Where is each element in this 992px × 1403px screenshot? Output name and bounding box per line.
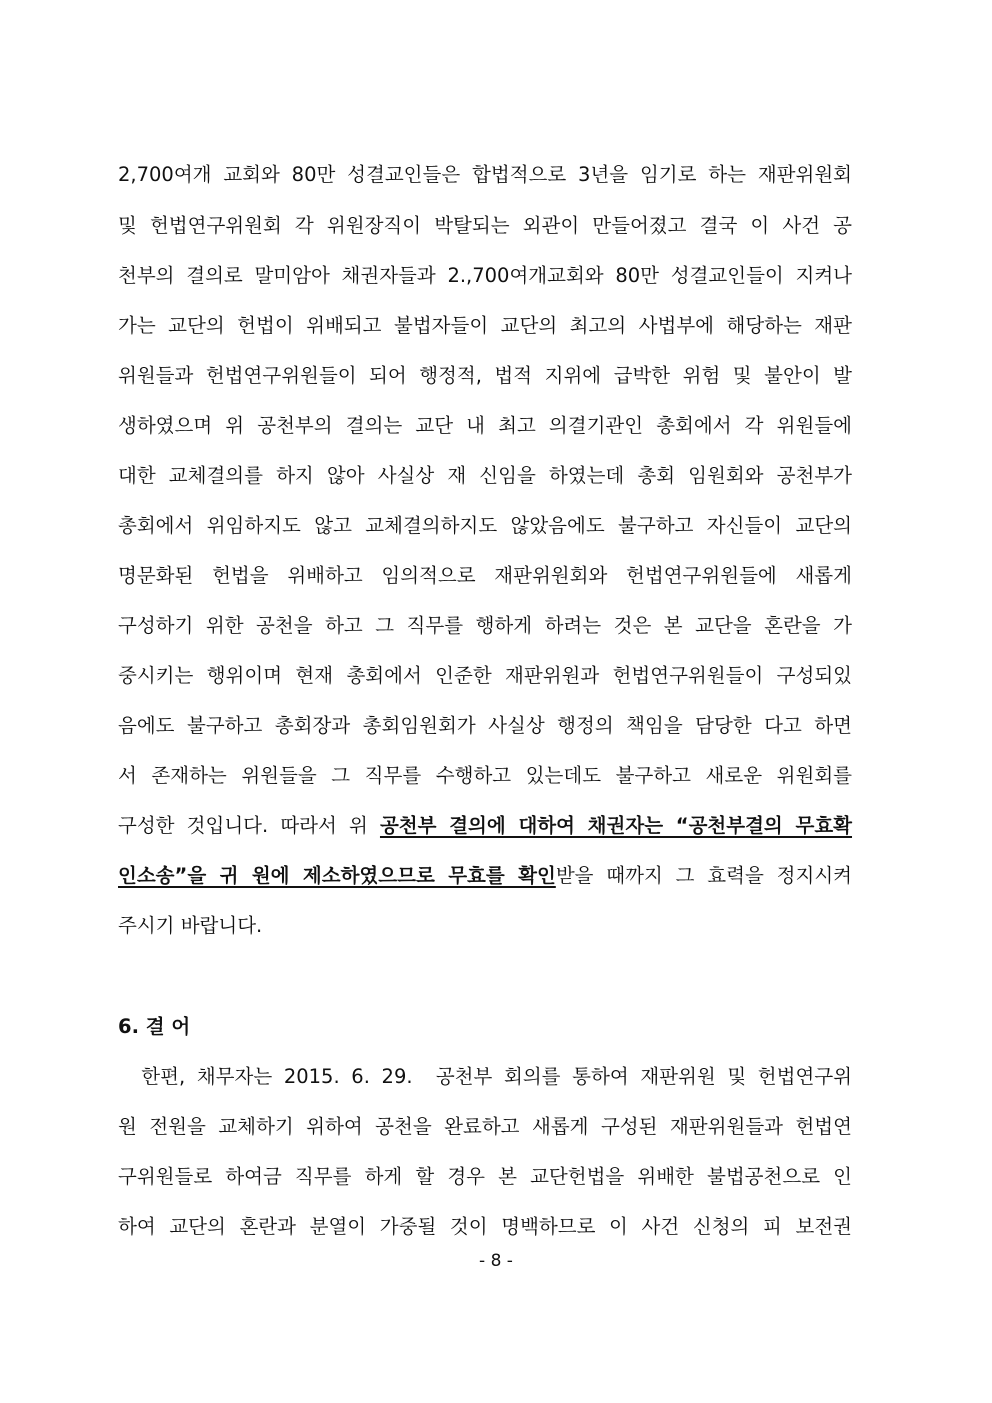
body-line-14-emphasis: 공천부 결의에 대하여 채권자는 “공천부결의 무효확 — [379, 814, 853, 837]
body-line-16: 주시기 바랍니다. — [118, 914, 263, 937]
body-line-14-plain: 구성한 것입니다. 따라서 위 — [118, 814, 380, 837]
body-line-15 — [118, 859, 852, 893]
section-line-4: 하여 교단의 혼란과 분열이 가중될 것이 명백하므로 이 사건 신청의 피 보전권 — [118, 1215, 852, 1238]
section-line-3: 구위원들로 하여금 직무를 하게 할 경우 본 교단헌법을 위배한 불법공천으로 인 — [118, 1165, 852, 1188]
body-line-14 — [118, 809, 852, 843]
body-line-9: 명문화된 헌법을 위배하고 임의적으로 재판위원회와 헌법연구위원들에 새롭게 — [118, 564, 852, 587]
body-line-2: 및 헌법연구위원회 각 위원장직이 박탈되는 외관이 만들어졌고 결국 이 사건 공 — [118, 214, 852, 237]
body-line-4: 가는 교단의 헌법이 위배되고 불법자들이 교단의 최고의 사법부에 해당하는 재판 — [118, 314, 852, 337]
body-line-8: 총회에서 위임하지도 않고 교체결의하지도 않았음에도 불구하고 자신들이 교단의 — [118, 514, 852, 537]
page-number: - 8 - — [479, 1251, 513, 1271]
section-heading: 6. 결 어 — [118, 1015, 191, 1038]
body-line-1: 2,700여개 교회와 80만 성결교인들은 합법적으로 3년을 임기로 하는 재판위원회 — [118, 163, 852, 186]
body-line-10: 구성하기 위한 공천을 하고 그 직무를 행하게 하려는 것은 본 교단을 혼란을 가 — [118, 614, 852, 637]
body-line-5: 위원들과 헌법연구위원들이 되어 행정적, 법적 지위에 급박한 위험 및 불안이 발 — [118, 364, 852, 387]
body-line-15-emphasis: 인소송”을 귀 원에 제소하였으므로 무효를 확인 — [118, 864, 556, 887]
body-line-15-plain: 받을 때까지 그 효력을 정지시켜 — [555, 864, 852, 887]
body-line-12: 음에도 불구하고 총회장과 총회임원회가 사실상 행정의 책임을 담당한 다고 하면 — [118, 714, 852, 737]
section-line-2: 원 전원을 교체하기 위하여 공천을 완료하고 새롭게 구성된 재판위원들과 헌법연 — [118, 1115, 852, 1138]
body-line-13: 서 존재하는 위원들을 그 직무를 수행하고 있는데도 불구하고 새로운 위원회를 — [118, 764, 852, 787]
body-line-7: 대한 교체결의를 하지 않아 사실상 재 신임을 하였는데 총회 임원회와 공천부가 — [118, 464, 852, 487]
body-line-3: 천부의 결의로 말미암아 채권자들과 2.,700여개교회와 80만 성결교인들이 지켜나 — [118, 264, 852, 287]
body-line-11: 중시키는 행위이며 현재 총회에서 인준한 재판위원과 헌법연구위원들이 구성되있 — [118, 664, 852, 687]
section-line-1: 한편, 채무자는 2015. 6. 29. 공천부 회의를 통하여 재판위원 및 헌법연구위 — [118, 1065, 852, 1088]
body-line-6: 생하였으며 위 공천부의 결의는 교단 내 최고 의결기관인 총회에서 각 위원들에 — [118, 414, 852, 437]
